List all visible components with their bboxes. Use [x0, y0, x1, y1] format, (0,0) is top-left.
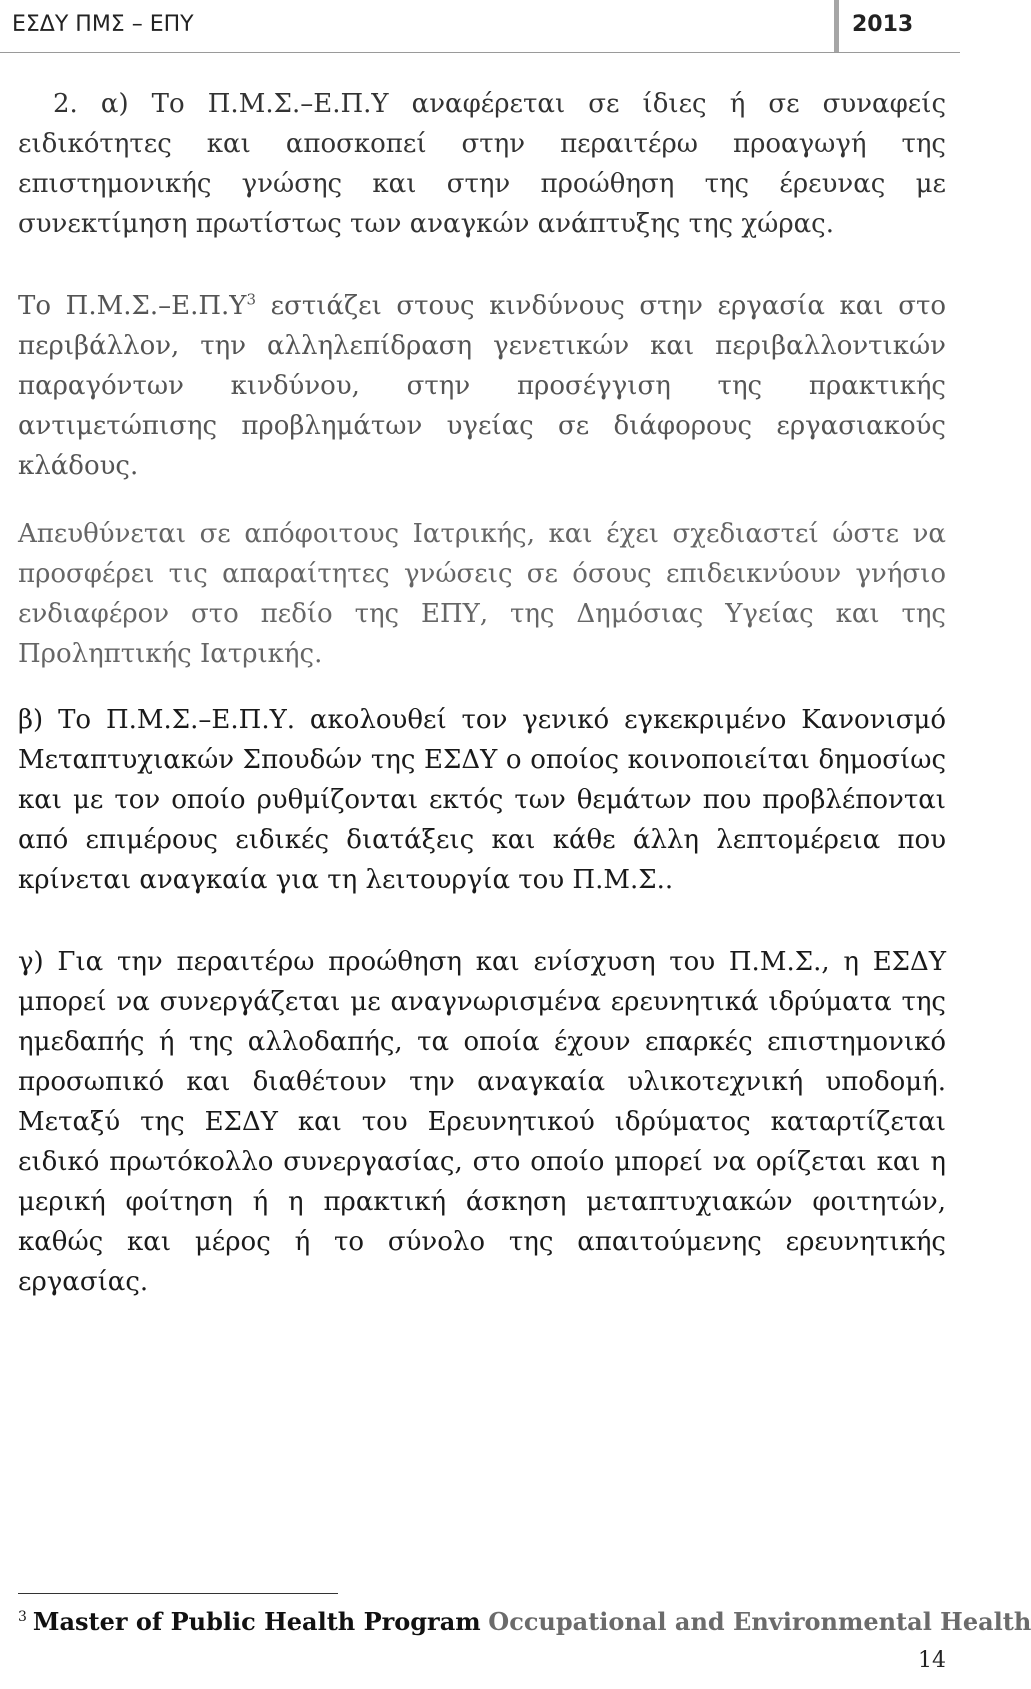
paragraph-2c: γ) Για την περαιτέρω προώθηση και ενίσχυση του Π.Μ.Σ., η ΕΣΔΥ μπορεί να συνεργάζεται με αναγνωρισμένα ερευνητικά ιδρύματα της ημεδαπής ή της αλλοδαπής, τα οποία έχουν επαρκές επιστημονικό προσωπικό και διαθέτουν την αναγκαία υλικοτεχνική υποδομή. Μεταξύ της ΕΣΔΥ και του Ερευνητικού ιδρύματος καταρτίζεται ειδικό πρωτόκολλο συνεργασίας, στο οποίο μπορεί να ορίζεται και η μερική φοίτηση ή η πρακτική άσκηση μεταπτυχιακών φοιτητών, καθώς και μέρος ή το σύνολο της απαιτούμενης ερευνητικής εργασίας.	[18, 947, 946, 1297]
footnote-reference[interactable]: 3	[246, 290, 257, 309]
header-divider	[834, 0, 839, 52]
header-title: ΕΣΔΥ ΠΜΣ – ΕΠΥ	[12, 12, 194, 37]
paragraph-focus-rest: εστιάζει στους κινδύνους στην εργασία και στο περιβάλλον, την αλληλεπίδραση γενετικών και περιβαλλοντικών παραγόντων κινδύνου, στην προσέγγιση της πρακτικής αντιμετώπισης προβλημάτων υγείας σε διάφορους εργασιακούς κλάδους.	[18, 291, 946, 481]
header-year: 2013	[852, 12, 914, 37]
page-number: 14	[918, 1648, 946, 1673]
paragraph-focus-start: Το Π.Μ.Σ.–Ε.Π.Υ	[18, 291, 247, 321]
footnote-number: 3	[18, 1609, 27, 1625]
paragraph-2b: β) Το Π.Μ.Σ.–Ε.Π.Υ. ακολουθεί τον γενικό εγκεκριμένο Κανονισμό Μεταπτυχιακών Σπουδών της ΕΣΔΥ ο οποίος κοινοποιείται δημοσίως και με τον οποίο ρυθμίζονται εκτός των θεμάτων που προβλέπονται από επιμέρους ειδικές διατάξεις και κάθε άλλη λεπτομέρεια που κρίνεται αναγκαία για τη λειτουργία του Π.Μ.Σ..	[18, 705, 946, 895]
paragraph-focus	[18, 286, 946, 486]
footnote	[18, 1607, 1031, 1636]
footnote-program-name: Master of Public Health Program	[32, 1607, 481, 1636]
paragraph-2a: 2. α) Το Π.Μ.Σ.–Ε.Π.Υ αναφέρεται σε ίδιες ή σε συναφείς ειδικότητες και αποσκοπεί στην περαιτέρω προαγωγή της επιστημονικής γνώσης και στην προώθηση της έρευνας με συνεκτίμηση πρωτίστως των αναγκών ανάπτυξης της χώρας.	[18, 89, 946, 239]
footnote-program-subtitle: Occupational and Environmental Health	[488, 1607, 1031, 1636]
page-header	[0, 0, 960, 53]
paragraph-audience: Απευθύνεται σε απόφοιτους Ιατρικής, και έχει σχεδιαστεί ώστε να προσφέρει τις απαραίτητες γνώσεις σε όσους επιδεικνύουν γνήσιο ενδιαφέρον στο πεδίο της ΕΠΥ, της Δημόσιας Υγείας και της Προληπτικής Ιατρικής.	[18, 519, 946, 669]
footnote-separator	[18, 1593, 338, 1594]
document-body	[18, 84, 946, 1302]
